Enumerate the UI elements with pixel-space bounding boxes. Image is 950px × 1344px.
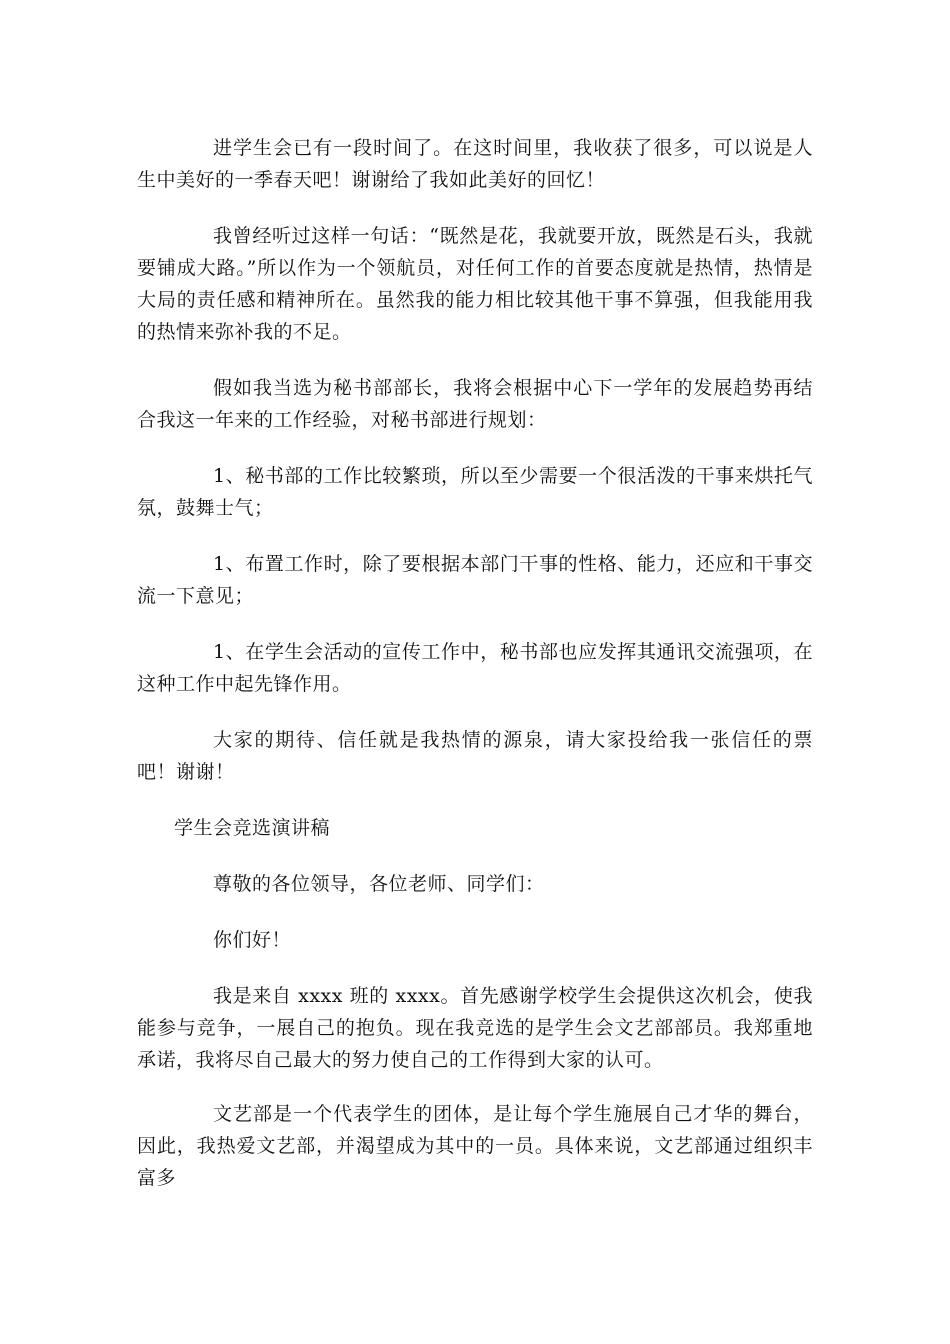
speech-arts-department: 文艺部是一个代表学生的团体，是让每个学生施展自己才华的舞台，因此，我热爱文艺部，并渴望成为其中的一员。具体来说，文艺部通过组织丰富多 — [137, 1103, 813, 1189]
paragraph-plan-item-2: 1、布置工作时，除了要根据本部门干事的性格、能力，还应和干事交流一下意见； — [137, 553, 813, 607]
speech-introduction: 我是来自 xxxx 班的 xxxx。首先感谢学校学生会提供这次机会，使我能参与竞争，一展自己的抱负。现在我竞选的是学生会文艺部部员。我郑重地承诺，我将尽自己最大的努力使自己的工作得到大家的认可。 — [137, 985, 813, 1071]
paragraph-quote: 我曾经听过这样一句话：“既然是花，我就要开放，既然是石头，我就要铺成大路。”所以作为一个领航员，对任何工作的首要态度就是热情，热情是大局的责任感和精神所在。虽然我的能力相比较其他干事不算强，但我能用我的热情来弥补我的不足。 — [137, 225, 813, 343]
paragraph-plan-item-1: 1、秘书部的工作比较繁琐，所以至少需要一个很活泼的干事来烘托气氛，鼓舞士气； — [137, 465, 813, 519]
speech-hello: 你们好！ — [213, 929, 292, 951]
paragraph-plan-item-3: 1、在学生会活动的宣传工作中，秘书部也应发挥其通讯交流强项，在这种工作中起先锋作用。 — [137, 641, 813, 695]
speech-greeting: 尊敬的各位领导，各位老师、同学们： — [213, 873, 545, 895]
paragraph-plan: 假如我当选为秘书部部长，我将会根据中心下一学年的发展趋势再结合我这一年来的工作经验，对秘书部进行规划： — [137, 377, 813, 431]
section-title: 学生会竞选演讲稿 — [174, 817, 331, 839]
paragraph-closing: 大家的期待、信任就是我热情的源泉，请大家投给我一张信任的票吧！谢谢！ — [137, 729, 813, 783]
paragraph-intro: 进学生会已有一段时间了。在这时间里，我收获了很多，可以说是人生中美好的一季春天吧！谢谢给了我如此美好的回忆！ — [137, 137, 813, 191]
